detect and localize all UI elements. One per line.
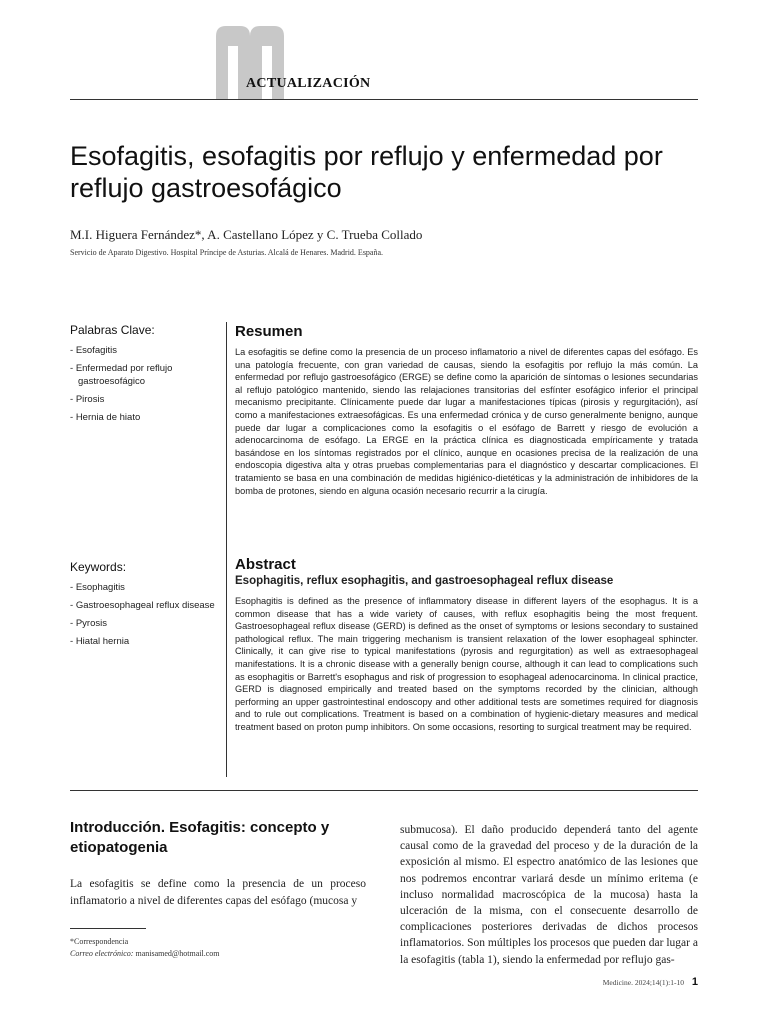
keywords-title: Keywords:	[70, 560, 127, 574]
resumen-heading: Resumen	[235, 323, 303, 340]
abstract-text: Esophagitis is defined as the presence of inflammatory disease in different layers of the esophagus. It is a common disease that has a wide variety of causes, with reflux esophagitis being the most frequent. Gastroesophageal reflux disease (GERD) is defined as the onset of symptoms or lesions secondary to sustained pathological reflux. The main triggering mechanism is transient relaxation of the lower esophageal sphincter. Clinically, it can give rise to typical manifestations (pyrosis and regurgitation) as well as extraesophageal manifestations. It is a chronic disease with a generally benign course, although it can lead to complications such as esophagitis or Barrett's esophagus and risk of progression to esophageal adenocarcinoma. In clinical practice, GERD is diagnosed empirically and treated based on the symptoms recorded by the clinician, although performing an upper gastrointestinal endoscopy and other additional tests are sometimes required for diagnosis and to rule out complications. Treatment is based on a combination of hygienic-dietary measures and medical treatment based on proton pump inhibitors. On some occasions, resorting to surgical treatment may be required.	[235, 596, 698, 732]
page-number: 1	[691, 976, 698, 988]
email-line	[70, 948, 219, 960]
article-title: Esofagitis, esofagitis por reflujo y enfermedad por reflujo gastroesofágico	[70, 141, 663, 203]
palabras-clave-list	[70, 344, 220, 424]
email-label: Correo electrónico:	[70, 949, 134, 958]
palabras-clave-title: Palabras Clave:	[70, 323, 155, 337]
authors: M.I. Higuera Fernández*, A. Castellano López y C. Trueba Collado	[70, 227, 423, 242]
intro-text-right: submucosa). El daño producido dependerá tanto del agente causal como de la gravedad del proceso y de la duración de la exposición al mismo. El espectro anatómico de las lesiones que nos podremos encontrar variará desde un mínimo eritema (e incluso normalidad macroscópica de la mucosa) hasta la ulceración de la misma, con el consecuente desarrollo de complicaciones posteriores derivadas de dichos procesos inflamatorios. Son múltiples los procesos que pueden dar lugar a la esofagitis (tabla 1), siendo la enfermedad por reflujo gas-	[400, 824, 698, 966]
list-item: - Esophagitis	[70, 581, 220, 594]
email-address: manisamed@hotmail.com	[135, 949, 220, 958]
footnote-divider	[70, 928, 146, 929]
list-item: - Enfermedad por reflujo gastroesofágico	[70, 362, 220, 388]
column-divider	[226, 322, 227, 777]
citation: Medicine. 2024;14(1):1-10	[602, 978, 684, 987]
list-item: - Gastroesophageal reflux disease	[70, 599, 220, 612]
header-divider	[70, 99, 698, 100]
section-label: ACTUALIZACIÓN	[246, 76, 371, 91]
affiliation: Servicio de Aparato Digestivo. Hospital Príncipe de Asturias. Alcalá de Henares. Madrid. España.	[70, 248, 384, 257]
list-item: - Hiatal hernia	[70, 635, 220, 648]
keywords-list	[70, 581, 220, 648]
abstract-heading: Abstract	[235, 556, 296, 573]
list-item: - Pirosis	[70, 393, 220, 406]
intro-text-left: La esofagitis se define como la presencia de un proceso inflamatorio a nivel de diferentes capas del esófago (mucosa y	[70, 878, 366, 907]
intro-heading: Introducción. Esofagitis: concepto y etiopatogenia	[70, 819, 330, 856]
resumen-text: La esofagitis se define como la presencia de un proceso inflamatorio a nivel de diferentes capas del esófago. Es una patología frecuente, con gran variedad de causas, siendo la esofagitis por reflujo la más común. La enfermedad por reflujo gastroesofágico (ERGE) se define como la aparición de síntomas o lesiones secundarias al reflujo patológico mantenido, siendo las relajaciones transitorias del esfínter esofágico inferior el principal mecanismo precipitante. Clínicamente puede dar lugar a manifestaciones típicas (pirosis y regurgitación), así como a manifestaciones extraesofágicas. Es una enfermedad crónica y de curso generalmente benigno, aunque puede dar lugar a complicaciones como la esofagitis o el esófago de Barrett y riesgo de evolución a adenocarcinoma de esófago. La ERGE en la práctica clínica es diagnosticada empíricamente y tratada basándose en los síntomas registrados por el clínico, aunque en ocasiones precisa de la realización de una endoscopia digestiva alta y otras pruebas complementarias para el diagnóstico y descartar complicaciones. El tratamiento se basa en una combinación de medidas higiénico-dietéticas y la administración de inhibidores de la bomba de protones, siendo en alguna ocasión necesario recurrir a la cirugía.	[235, 347, 698, 496]
abstract-subtitle: Esophagitis, reflux esophagitis, and gastroesophageal reflux disease	[235, 575, 614, 587]
list-item: - Pyrosis	[70, 617, 220, 630]
resumen-section	[235, 323, 698, 497]
page-footer	[603, 976, 698, 988]
palabras-clave-block	[70, 323, 220, 429]
correspondence-label: *Correspondencia	[70, 937, 129, 946]
list-item: - Hernia de hiato	[70, 411, 220, 424]
section-divider	[70, 790, 698, 791]
list-item: - Esofagitis	[70, 344, 220, 357]
abstract-section	[235, 556, 698, 734]
footnote	[70, 936, 219, 960]
keywords-block	[70, 560, 220, 653]
